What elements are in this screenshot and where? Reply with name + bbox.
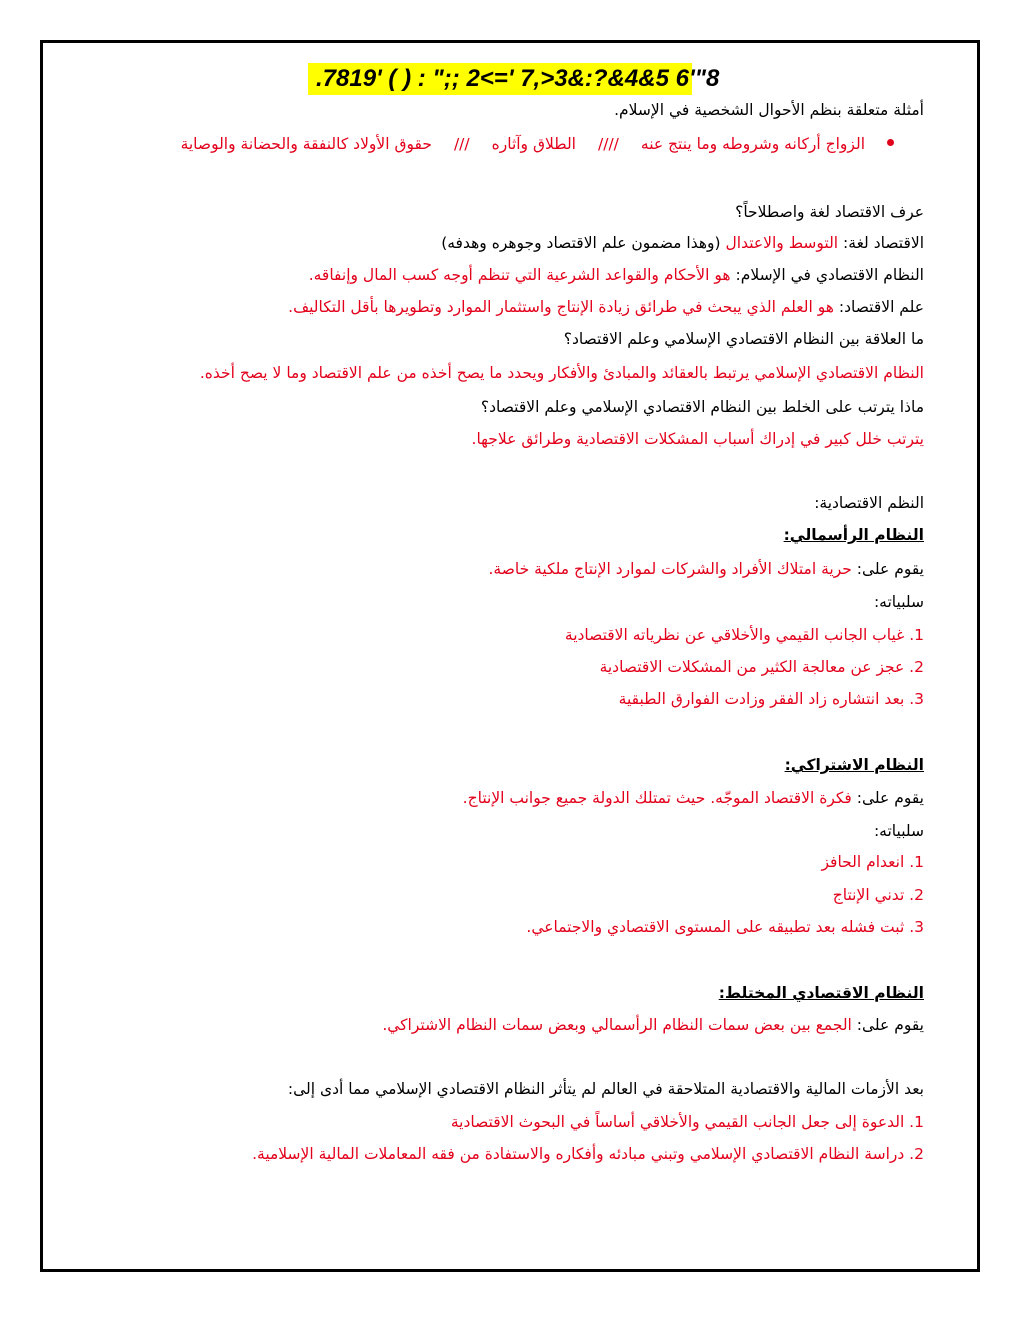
- list-item: 1. الدعوة إلى جعل الجانب القيمي والأخلاقي أساساً في البحوث الاقتصادية: [450, 1113, 924, 1131]
- basis-label: يقوم على:: [851, 560, 924, 578]
- socialist-basis: [463, 787, 924, 809]
- basis-value: حرية امتلاك الأفراد والشركات لموارد الإنتاج ملكية خاصة.: [488, 560, 852, 578]
- basis-value: الجمع بين بعض سمات النظام الرأسمالي وبعض سمات النظام الاشتراكي.: [382, 1016, 852, 1034]
- science-definition: [288, 296, 924, 318]
- confusion-answer: يترتب خلل كبير في إدراك أسباب المشكلات الاقتصادية وطرائق علاجها.: [471, 430, 924, 448]
- relation-question: ما العلاقة بين النظام الاقتصادي الإسلامي وعلم الاقتصاد؟: [563, 330, 924, 348]
- intro-list: [181, 133, 894, 155]
- bullet-icon: [887, 139, 894, 146]
- capitalist-flaws-label: سلبياته:: [873, 593, 924, 611]
- intro-item: حقوق الأولاد كالنفقة والحضانة والوصاية: [180, 135, 432, 153]
- list-item: 2. تدني الإنتاج: [832, 886, 924, 904]
- intro-separator: ////: [598, 135, 619, 153]
- capitalist-title: النظام الرأسمالي:: [783, 526, 924, 544]
- science-label: علم الاقتصاد:: [833, 298, 924, 316]
- intro-item: الزواج أركانه وشروطه وما ينتج عنه: [640, 135, 865, 153]
- lang-note: (وهذا مضمون علم الاقتصاد وجوهره وهدفه): [441, 234, 726, 252]
- lang-value: التوسط والاعتدال: [725, 234, 839, 252]
- garbled-title: .7819' ( ) : ";; 2<=' 7,>3&:?&4&5 6'"8: [316, 65, 720, 92]
- list-item: 1. غياب الجانب القيمي والأخلاقي عن نظرياته الاقتصادية: [564, 626, 924, 644]
- definition-question: عرف الاقتصاد لغة واصطلاحاً؟: [735, 203, 924, 221]
- relation-answer: النظام الاقتصادي الإسلامي يرتبط بالعقائد والمبادئ والأفكار ويحدد ما يصح أخذه من علم الاقتصاد وما لا يصح أخذه.: [199, 364, 924, 382]
- mixed-title: النظام الاقتصادي المختلط:: [718, 984, 924, 1002]
- intro-item: الطلاق وآثاره: [491, 135, 576, 153]
- science-value: هو العلم الذي يبحث في طرائق زيادة الإنتاج واستثمار الموارد وتطويرها بأقل التكاليف.: [288, 298, 834, 316]
- mixed-basis: [382, 1014, 924, 1036]
- systems-heading: النظم الاقتصادية:: [814, 494, 924, 512]
- list-item: 1. انعدام الحافز: [821, 853, 924, 871]
- islamic-definition: [309, 264, 924, 286]
- basis-label: يقوم على:: [851, 1016, 924, 1034]
- confusion-question: ماذا يترتب على الخلط بين النظام الاقتصادي الإسلامي وعلم الاقتصاد؟: [480, 398, 924, 416]
- capitalist-basis: [488, 558, 924, 580]
- socialist-flaws-label: سلبياته:: [873, 822, 924, 840]
- lang-definition: [441, 232, 924, 254]
- basis-label: يقوم على:: [851, 789, 924, 807]
- list-item: 2. دراسة النظام الاقتصادي الإسلامي وتبني مبادئه وأفكاره والاستفادة من فقه المعاملات المالية الإسلامية.: [252, 1145, 924, 1163]
- crises-intro: بعد الأزمات المالية والاقتصادية المتلاحقة في العالم لم يتأثر النظام الاقتصادي الإسلامي مما أدى إلى:: [287, 1080, 924, 1098]
- intro-separator: ///: [453, 135, 470, 153]
- list-item: 3. بعد انتشاره زاد الفقر وزادت الفوارق الطبقية: [618, 690, 924, 708]
- basis-value: فكرة الاقتصاد الموجّه. حيث تمتلك الدولة جميع جوانب الإنتاج.: [462, 789, 852, 807]
- list-item: 2. عجز عن معالجة الكثير من المشكلات الاقتصادية: [599, 658, 924, 676]
- lang-label: الاقتصاد لغة:: [838, 234, 924, 252]
- islamic-label: النظام الاقتصادي في الإسلام:: [730, 266, 924, 284]
- socialist-title: النظام الاشتراكي:: [784, 756, 924, 774]
- intro-text: أمثلة متعلقة بنظم الأحوال الشخصية في الإسلام.: [614, 101, 924, 119]
- islamic-value: هو الأحكام والقواعد الشرعية التي تنظم أوجه كسب المال وإنفاقه.: [308, 266, 731, 284]
- list-item: 3. ثبت فشله بعد تطبيقه على المستوى الاقتصادي والاجتماعي.: [526, 918, 924, 936]
